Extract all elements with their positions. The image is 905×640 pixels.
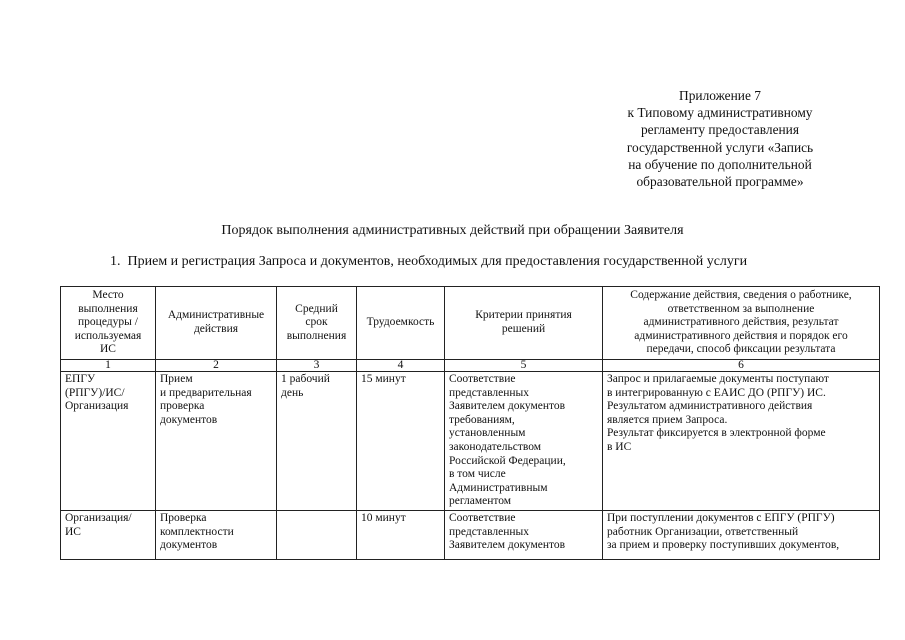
appendix-line: регламенту предоставления [640,122,799,138]
table-cell: Проверка комплектности документов [156,510,277,559]
table-cell: Запрос и прилагаемые документы поступают в интегрированную с ЕАИС ДО (РПГУ) ИС. Результатом административного действия является прием Запроса. Результат фиксируется в электронной форме в ИС [603,372,880,511]
table-header-row [61,287,880,360]
table-cell: Прием и предварительная проверка документов [156,372,277,511]
appendix-line: к Типовому административному [627,105,813,121]
column-number: 4 [357,360,445,372]
column-number-row [61,360,880,372]
table-row [61,510,880,559]
column-header: Место выполнения процедуры / используемая ИС [61,287,156,360]
column-header: Критерии принятия решений [445,287,603,360]
appendix-line: государственной услуги «Запись [626,139,814,155]
appendix-line: на обучение по дополнительной [628,156,812,172]
table-cell: Соответствие представленных Заявителем документов [445,510,603,559]
section-title-text: Прием и регистрация Запроса и документов, необходимых для предоставления государственной услуги [127,254,748,269]
column-header: Административные действия [156,287,277,360]
table-cell: 10 минут [357,510,445,559]
section-heading [110,253,747,271]
column-number: 2 [156,360,277,372]
table-row [61,372,880,511]
appendix-block [590,87,850,190]
column-header: Трудоемкость [357,287,445,360]
section-number: 1. [110,254,121,269]
column-number: 5 [445,360,603,372]
table-cell: ЕПГУ (РПГУ)/ИС/ Организация [61,372,156,511]
table-cell: Организация/ ИС [61,510,156,559]
procedure-table [60,286,880,560]
column-header: Средний срок выполнения [277,287,357,360]
column-number: 1 [61,360,156,372]
column-number: 6 [603,360,880,372]
column-number: 3 [277,360,357,372]
appendix-line: образовательной программе» [636,174,804,190]
table-cell: 1 рабочий день [277,372,357,511]
table-cell: Соответствие представленных Заявителем документов требованиям, установленным законодательством Российской Федерации, в том числе Административным регламентом [445,372,603,511]
appendix-line: Приложение 7 [679,88,761,103]
column-header: Содержание действия, сведения о работнике, ответственном за выполнение административного действия, результат административного действия и порядок его передачи, способ фиксации результата [603,287,880,360]
table-cell: 15 минут [357,372,445,511]
table-cell: При поступлении документов с ЕПГУ (РПГУ) работник Организации, ответственный за прием и проверку поступивших документов, [603,510,880,559]
document-title: Порядок выполнения административных действий при обращении Заявителя [221,223,684,238]
table-cell-empty [277,510,357,559]
